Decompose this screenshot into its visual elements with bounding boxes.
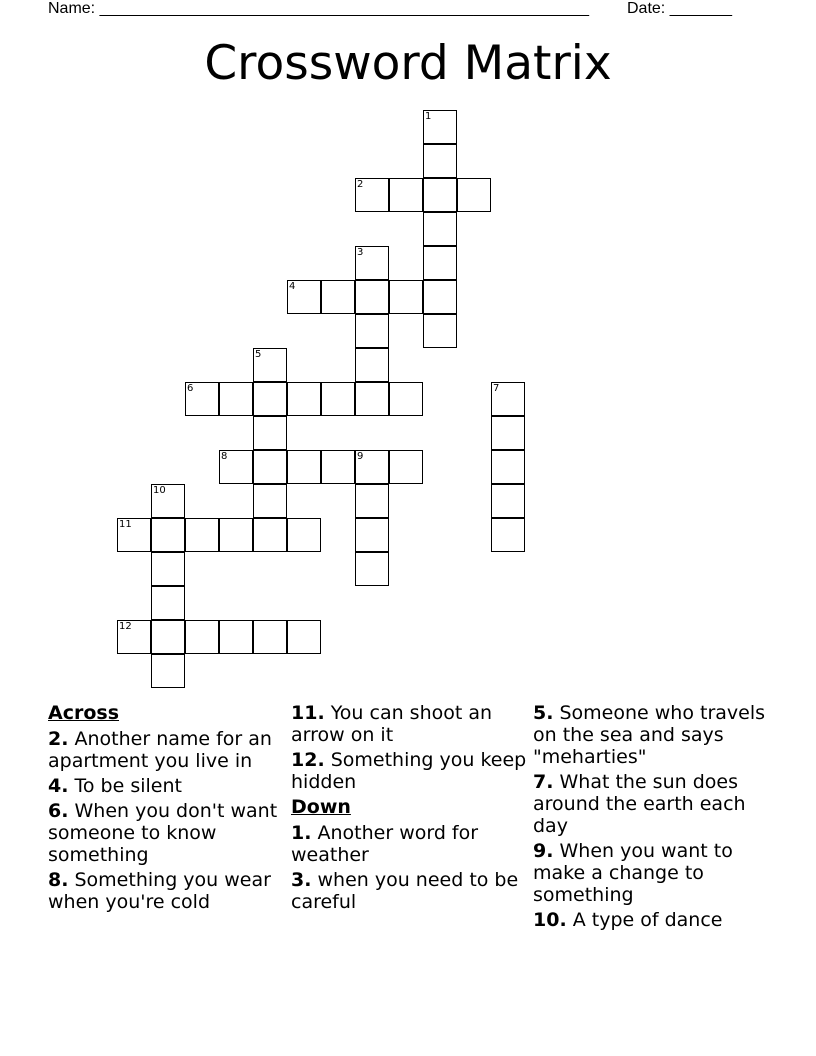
grid-cell[interactable]: [355, 382, 389, 416]
down-heading: Down: [291, 796, 351, 818]
grid-cell[interactable]: [253, 416, 287, 450]
grid-cell[interactable]: [253, 382, 287, 416]
grid-cell[interactable]: [355, 518, 389, 552]
grid-cell[interactable]: [389, 450, 423, 484]
grid-cell[interactable]: [321, 382, 355, 416]
grid-cell[interactable]: [321, 450, 355, 484]
grid-cell[interactable]: [423, 246, 457, 280]
grid-cell[interactable]: [287, 280, 321, 314]
clue-number: 3.: [291, 869, 312, 891]
grid-cell[interactable]: [355, 348, 389, 382]
cell-number: 4: [289, 281, 296, 292]
clue-number: 6.: [48, 800, 69, 822]
grid-cell[interactable]: [355, 246, 389, 280]
grid-cell[interactable]: [185, 518, 219, 552]
across-heading: Across: [48, 702, 120, 724]
clue-item: [291, 869, 527, 913]
clue-item: [533, 702, 773, 768]
clue-text: Someone who travels on the sea and says "meharties": [533, 702, 766, 768]
grid-cell[interactable]: [423, 110, 457, 144]
clue-item: [533, 771, 773, 837]
name-line: _______________________________________________________: [99, 0, 589, 17]
clue-item: [48, 800, 286, 866]
grid-cell[interactable]: [151, 620, 185, 654]
grid-cell[interactable]: [117, 518, 151, 552]
clue-number: 7.: [533, 771, 554, 793]
grid-cell[interactable]: [185, 382, 219, 416]
grid-cell[interactable]: [219, 382, 253, 416]
name-label: Name:: [48, 0, 100, 17]
clue-column-3: [533, 702, 773, 934]
grid-cell[interactable]: [355, 450, 389, 484]
clue-number: 11.: [291, 702, 325, 724]
grid-cell[interactable]: [151, 586, 185, 620]
cell-number: 5: [255, 349, 262, 360]
clue-item: [48, 775, 286, 797]
grid-cell[interactable]: [151, 484, 185, 518]
clue-item: [48, 728, 286, 772]
clue-item: [48, 869, 286, 913]
grid-cell[interactable]: [389, 178, 423, 212]
cell-number: 7: [493, 383, 500, 394]
clue-text: You can shoot an arrow on it: [291, 702, 493, 746]
clue-number: 1.: [291, 822, 312, 844]
grid-cell[interactable]: [185, 620, 219, 654]
grid-cell[interactable]: [287, 518, 321, 552]
grid-cell[interactable]: [491, 518, 525, 552]
clue-item: [291, 702, 527, 746]
grid-cell[interactable]: [491, 382, 525, 416]
clue-item: [533, 909, 773, 931]
grid-cell[interactable]: [287, 620, 321, 654]
cell-number: 1: [425, 111, 432, 122]
cell-number: 9: [357, 451, 364, 462]
grid-cell[interactable]: [117, 620, 151, 654]
grid-cell[interactable]: [355, 484, 389, 518]
grid-cell[interactable]: [253, 450, 287, 484]
grid-cell[interactable]: [491, 416, 525, 450]
grid-cell[interactable]: [287, 450, 321, 484]
clue-number: 10.: [533, 909, 567, 931]
clue-number: 2.: [48, 728, 69, 750]
clue-number: 8.: [48, 869, 69, 891]
grid-cell[interactable]: [219, 518, 253, 552]
grid-cell[interactable]: [491, 484, 525, 518]
grid-cell[interactable]: [253, 348, 287, 382]
grid-cell[interactable]: [151, 552, 185, 586]
cell-number: 11: [119, 519, 132, 530]
grid-cell[interactable]: [355, 178, 389, 212]
cell-number: 3: [357, 247, 364, 258]
grid-cell[interactable]: [491, 450, 525, 484]
cell-number: 2: [357, 179, 364, 190]
page-title: Crossword Matrix: [204, 36, 612, 91]
grid-cell[interactable]: [253, 484, 287, 518]
grid-cell[interactable]: [151, 518, 185, 552]
grid-cell[interactable]: [423, 314, 457, 348]
date-line: _______: [669, 0, 732, 17]
cell-number: 10: [153, 485, 166, 496]
grid-cell[interactable]: [355, 314, 389, 348]
grid-cell[interactable]: [423, 280, 457, 314]
grid-cell[interactable]: [253, 620, 287, 654]
grid-cell[interactable]: [423, 212, 457, 246]
clue-text: Another name for an apartment you live in: [48, 728, 272, 772]
clue-item: [533, 840, 773, 906]
clue-text: Another word for weather: [291, 822, 479, 866]
grid-cell[interactable]: [287, 382, 321, 416]
grid-cell[interactable]: [457, 178, 491, 212]
grid-cell[interactable]: [423, 144, 457, 178]
clue-number: 4.: [48, 775, 69, 797]
grid-cell[interactable]: [253, 518, 287, 552]
clue-text: When you want to make a change to something: [533, 840, 733, 906]
date-label: Date:: [627, 0, 670, 17]
grid-cell[interactable]: [355, 280, 389, 314]
clue-text: When you don't want someone to know something: [48, 800, 278, 866]
clue-text: Something you wear when you're cold: [48, 869, 271, 913]
clue-column-2: [291, 702, 527, 916]
clue-column-1: [48, 702, 286, 916]
clue-text: Something you keep hidden: [291, 749, 527, 793]
grid-cell[interactable]: [219, 450, 253, 484]
cell-number: 12: [119, 621, 132, 632]
grid-cell[interactable]: [389, 382, 423, 416]
clue-text: A type of dance: [566, 909, 723, 931]
clue-item: [291, 749, 527, 793]
grid-cell[interactable]: [321, 280, 355, 314]
grid-cell[interactable]: [423, 178, 457, 212]
clue-number: 9.: [533, 840, 554, 862]
grid-cell[interactable]: [151, 654, 185, 688]
clue-item: [291, 822, 527, 866]
clue-text: What the sun does around the earth each day: [533, 771, 746, 837]
grid-cell[interactable]: [219, 620, 253, 654]
grid-cell[interactable]: [389, 280, 423, 314]
cell-number: 8: [221, 451, 228, 462]
clue-number: 12.: [291, 749, 325, 771]
clue-text: To be silent: [68, 775, 182, 797]
grid-cell[interactable]: [355, 552, 389, 586]
cell-number: 6: [187, 383, 194, 394]
clue-text: when you need to be careful: [291, 869, 519, 913]
clue-number: 5.: [533, 702, 554, 724]
